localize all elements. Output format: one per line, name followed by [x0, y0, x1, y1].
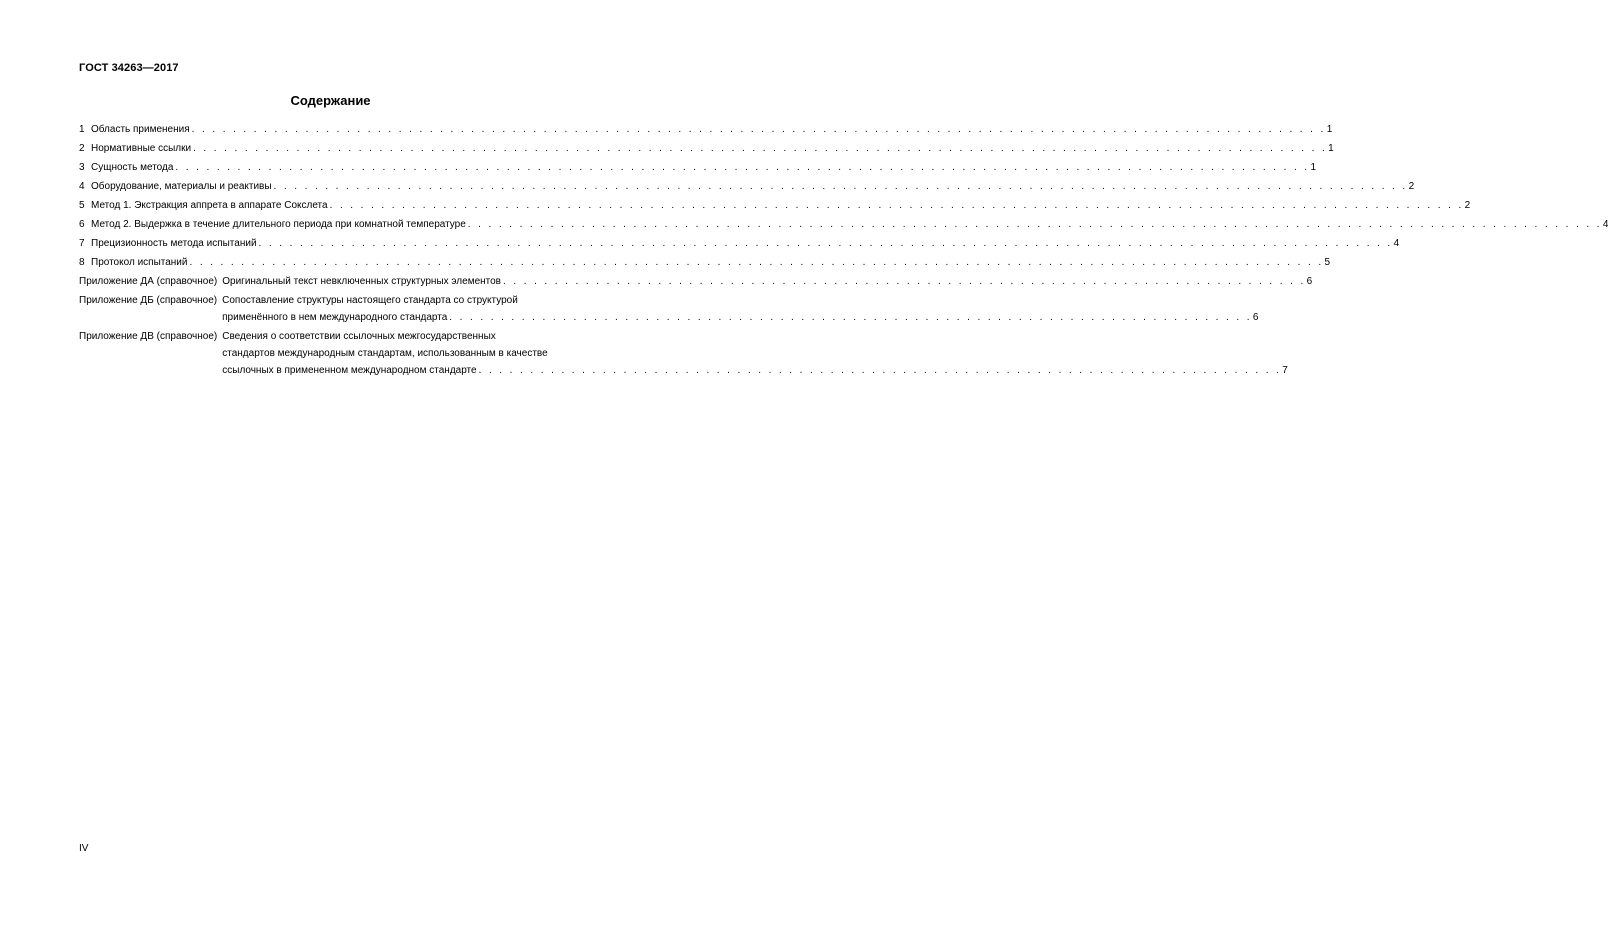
- toc-entry-label: Прецизионность метода испытаний: [91, 238, 257, 249]
- toc-entry-number: 3: [79, 162, 85, 173]
- dot-leader: [259, 237, 1393, 250]
- toc-title: Содержание: [290, 93, 371, 108]
- dot-leader: [503, 275, 1306, 288]
- dot-leader: [192, 123, 1326, 136]
- toc-entry-page: 2: [1464, 200, 1471, 211]
- appendix-label: Приложение ДА (справочное): [79, 276, 218, 287]
- appendix-title-line: Сведения о соответствии ссылочных межгосударственных: [222, 331, 496, 342]
- toc-entry-number: 2: [79, 143, 85, 154]
- dot-leader: [175, 161, 1309, 174]
- toc-entry-number: 7: [79, 238, 85, 249]
- appendix-label: Приложение ДБ (справочное): [79, 295, 218, 306]
- toc-entry-label: Метод 2. Выдержка в течение длительного периода при комнатной температуре: [91, 219, 466, 230]
- appendix-title-line: Сопоставление структуры настоящего стандарта со структурой: [222, 295, 518, 306]
- toc-entry-number: 4: [79, 181, 85, 192]
- dot-leader: [330, 199, 1464, 212]
- appendix-title-line: Оригинальный текст невключенных структурных элементов: [222, 276, 501, 287]
- toc-entry-number: 1: [79, 124, 85, 135]
- toc-entry-label: Оборудование, материалы и реактивы: [91, 181, 272, 192]
- appendix-title-line: применённого в нем международного стандарта: [222, 312, 448, 323]
- toc-entry-label: Протокол испытаний: [91, 257, 188, 268]
- appendix-title-line: ссылочных в примененном международном стандарте: [222, 365, 477, 376]
- toc-entry-page: 1: [1328, 143, 1334, 154]
- toc-entry-page: 5: [1324, 257, 1331, 268]
- toc-entry[interactable]: [79, 199, 1471, 212]
- toc-entry[interactable]: [79, 180, 1415, 193]
- toc-entry-page: 1: [1310, 162, 1317, 173]
- page-number: IV: [79, 843, 89, 854]
- toc-entry-number: 8: [79, 257, 85, 268]
- toc-entry-page: 4: [1393, 238, 1400, 249]
- toc-entry[interactable]: [79, 123, 1333, 136]
- toc-entry[interactable]: [79, 237, 1400, 250]
- dot-leader: [479, 364, 1282, 377]
- toc-entry[interactable]: [79, 142, 1334, 155]
- toc-entry[interactable]: [79, 256, 1331, 269]
- toc-entry[interactable]: [79, 218, 1608, 231]
- appendix-entry[interactable]: [79, 294, 1259, 324]
- toc-entry-label: Нормативные ссылки: [91, 143, 192, 154]
- toc-entry-label: Область применения: [91, 124, 190, 135]
- appendix-entry[interactable]: [79, 330, 1288, 377]
- appendix-page: 6: [1252, 312, 1259, 323]
- dot-leader: [449, 311, 1252, 324]
- document-header: ГОСТ 34263—2017: [79, 62, 179, 74]
- toc-entry-number: 5: [79, 200, 85, 211]
- dot-leader: [468, 218, 1602, 231]
- appendix-entry[interactable]: [79, 275, 1313, 288]
- toc-entry-page: 4: [1602, 219, 1608, 230]
- toc-entry-number: 6: [79, 219, 85, 230]
- table-of-contents: [79, 123, 1608, 383]
- appendix-page: 7: [1282, 365, 1288, 376]
- toc-entry-label: Сущность метода: [91, 162, 174, 173]
- dot-leader: [274, 180, 1408, 193]
- appendix-page: 6: [1306, 276, 1313, 287]
- toc-entry-page: 1: [1326, 124, 1333, 135]
- toc-entry-page: 2: [1408, 181, 1415, 192]
- appendix-title-line: стандартов международным стандартам, использованным в качестве: [222, 348, 548, 359]
- appendix-label: Приложение ДВ (справочное): [79, 331, 218, 342]
- dot-leader: [189, 256, 1323, 269]
- toc-entry-label: Метод 1. Экстракция аппрета в аппарате Сокслета: [91, 200, 328, 211]
- toc-entry[interactable]: [79, 161, 1317, 174]
- dot-leader: [193, 142, 1327, 155]
